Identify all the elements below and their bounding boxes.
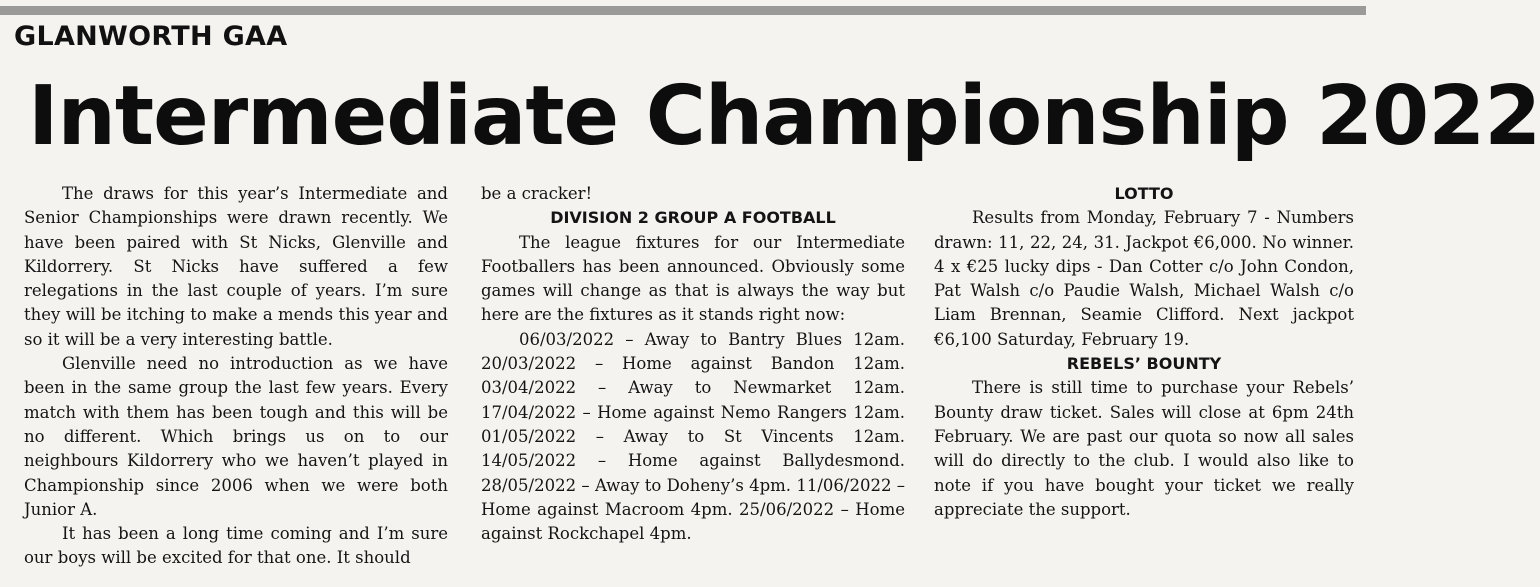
column-1 [24, 182, 448, 571]
paragraph-continued: be a cracker! [481, 184, 593, 203]
section-kicker: GLANWORTH GAA [14, 21, 288, 52]
column-2 [481, 182, 905, 546]
paragraph-league-fixtures: The league fixtures for our Intermediate Footballers has been announced. Obviously some games will change as that is always the way but here are the fixtures as it stands right now: [481, 232, 905, 325]
paragraph-rebels-bounty: There is still time to purchase your Rebels’ Bounty draw ticket. Sales will close at 6pm 24th February. We are past our quota so now all sales will do directly to the club. I would also like to note if you have bought your ticket we really appreciate the support. [934, 378, 1354, 519]
top-rule [0, 6, 1366, 15]
paragraph-glenville: Glenville need no introduction as we have been in the same group the last few years. Every match with them has been tough and this will be no different. Which brings us on to our neighbours Kildorrery who we haven’t played in Championship since 2006 when we were both Junior A. [24, 354, 448, 519]
paragraph-draws: The draws for this year’s Intermediate and Senior Championships were drawn recently. We have been paired with St Nicks, Glenville and Kildorrery. St Nicks have suffered a few relegations in the last couple of years. I’m sure they will be itching to make a mends this year and so it will be a very interesting battle. [24, 184, 448, 349]
paragraph-long-time: It has been a long time coming and I’m sure our boys will be excited for that one. It should [24, 524, 448, 568]
article-headline: Intermediate Championship 2022 [28, 69, 1540, 164]
column-3 [934, 182, 1354, 522]
subheading-division-2: DIVISION 2 GROUP A FOOTBALL [550, 208, 836, 228]
fixtures-list: 06/03/2022 – Away to Bantry Blues 12am. 20/03/2022 – Home against Bandon 12am. 03/04/2022 – Away to Newmarket 12am. 17/04/2022 – Home against Nemo Rangers 12am. 01/05/2022 – Away to St Vincents 12am. 14/05/2022 – Home against Ballydesmond. 28/05/2022 – Away to Doheny’s 4pm. 11/06/2022 – Home against Macroom 4pm. 25/06/2022 – Home against Rockchapel 4pm. [481, 329, 905, 544]
subheading-lotto: LOTTO [1114, 184, 1174, 203]
subheading-rebels-bounty: REBELS’ BOUNTY [1066, 354, 1222, 374]
paragraph-lotto-results: Results from Monday, February 7 - Numbers drawn: 11, 22, 24, 31. Jackpot €6,000. No winner. 4 x €25 lucky dips - Dan Cotter c/o John Condon, Pat Walsh c/o Paudie Walsh, Michael Walsh c/o Liam Brennan, Seamie Clifford. Next jackpot €6,100 Saturday, February 19. [934, 208, 1354, 349]
